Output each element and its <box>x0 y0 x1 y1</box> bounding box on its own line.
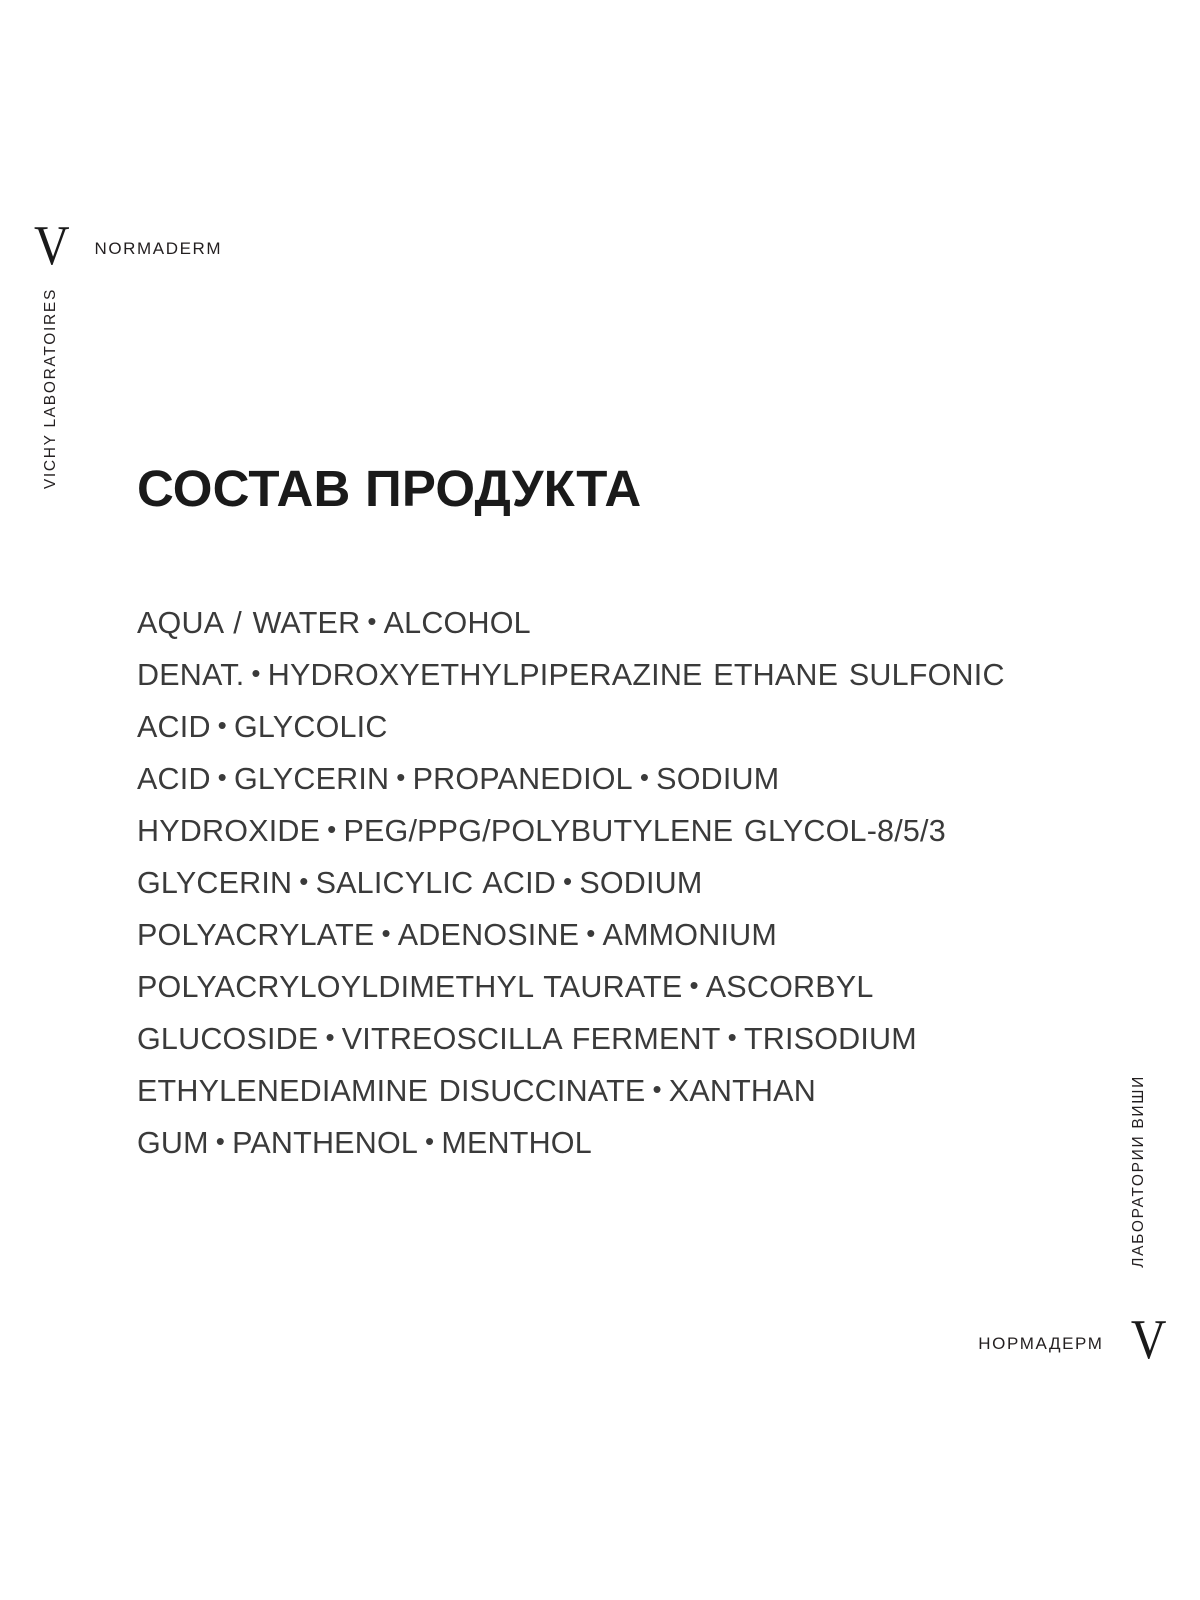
bullet-separator-icon: • <box>215 1125 226 1156</box>
ingredient-item: PEG/PPG/POLYBUTYLENE GLYCOL-8/5/3 GLYCERIN <box>137 813 946 900</box>
ingredient-item: GLYCOLIC ACID <box>137 709 388 796</box>
ingredients-list <box>137 598 1017 1170</box>
ingredient-item: PANTHENOL <box>232 1125 419 1160</box>
vertical-label-left: VICHY LABORATOIRES <box>42 288 59 490</box>
bullet-separator-icon: • <box>251 657 261 688</box>
bullet-separator-icon: • <box>639 761 650 792</box>
ingredient-item: ADENOSINE <box>397 917 580 952</box>
bullet-separator-icon: • <box>299 865 309 896</box>
bullet-separator-icon: • <box>689 969 699 1000</box>
brand-lockup-bottom <box>978 1309 1166 1371</box>
ingredient-item: SODIUM POLYACRYLATE <box>137 865 703 952</box>
ingredient-item: AMMONIUM POLYACRYLOYLDIMETHYL TAURATE <box>137 917 777 1004</box>
bullet-separator-icon: • <box>381 917 391 948</box>
vichy-v-logo-icon: V <box>34 215 70 277</box>
page-title: СОСТАВ ПРОДУКТА <box>137 460 642 517</box>
bullet-separator-icon: • <box>727 1021 737 1052</box>
ingredient-item: PROPANEDIOL <box>412 761 633 796</box>
ingredient-item: VITREOSCILLA FERMENT <box>341 1021 721 1056</box>
bullet-separator-icon: • <box>586 917 596 948</box>
brand-range-label-top: NORMADERM <box>94 239 223 258</box>
bullet-separator-icon: • <box>563 865 573 896</box>
brand-lockup-top <box>34 215 223 277</box>
bullet-separator-icon: • <box>396 761 406 792</box>
ingredient-item: MENTHOL <box>441 1125 592 1160</box>
ingredient-item: ASCORBYL GLUCOSIDE <box>137 969 873 1056</box>
content-area <box>137 462 1137 1170</box>
ingredient-item: HYDROXYETHYLPIPERAZINE ETHANE SULFONIC ACID <box>137 657 1005 744</box>
vichy-v-logo-icon-bottom: V <box>1130 1309 1166 1371</box>
brand-range-label-bottom: НОРМАДЕРМ <box>978 1334 1104 1353</box>
bullet-separator-icon: • <box>367 605 377 636</box>
bullet-separator-icon: • <box>652 1073 662 1104</box>
ingredient-item: SODIUM HYDROXIDE <box>137 761 780 848</box>
ingredient-item: AQUA / WATER <box>137 605 361 640</box>
ingredient-item: ALCOHOL DENAT. <box>137 605 530 692</box>
bullet-separator-icon: • <box>325 1021 335 1052</box>
bullet-separator-icon: • <box>425 1125 435 1156</box>
bullet-separator-icon: • <box>217 761 227 792</box>
vertical-label-right: ЛАБОРАТОРИИ ВИШИ <box>1130 1075 1147 1268</box>
ingredient-item: XANTHAN GUM <box>137 1073 816 1160</box>
ingredient-item: TRISODIUM ETHYLENEDIAMINE DISUCCINATE <box>137 1021 917 1108</box>
bullet-separator-icon: • <box>327 813 337 844</box>
bullet-separator-icon: • <box>217 709 227 740</box>
ingredient-item: GLYCERIN <box>233 761 390 796</box>
ingredient-item: SALICYLIC ACID <box>315 865 556 900</box>
